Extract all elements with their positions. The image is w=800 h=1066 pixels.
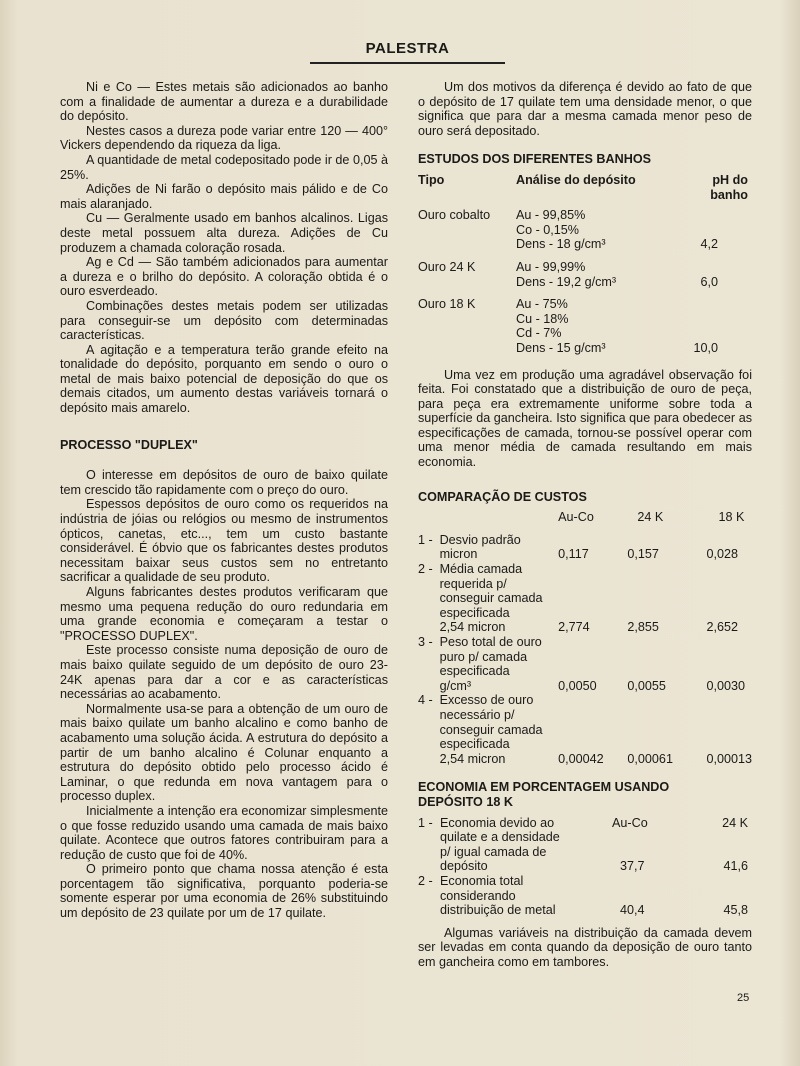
cell-value: 0,0050 [558,678,597,693]
cell-value: 37,7 [620,859,645,874]
table-row [418,874,752,918]
label-line: especificada [439,605,510,620]
table-row [418,297,748,355]
row-label [440,874,612,918]
paragraph: Este processo consiste numa deposição de ouro de mais baixo quilate seguido de um depósito de ouro 23-24K apenas para dar a cor e as características necessárias ao acabamento. [60,643,388,702]
label-line: Desvio padrão [439,532,521,547]
row-label [440,816,612,874]
label-line: quilate e a densidade [440,830,560,845]
analise-line: Dens - 19,2 g/cm³ [516,274,617,289]
paragraph: A agitação e a temperatura terão grande efeito na tonalidade do depósito, porquanto em sendo o ouro o metal de mais baixo potencial de deposição do que os demais citados, um aumento destas variáveis tornará o depósito mais amarelo. [60,342,388,416]
table-row [418,208,748,252]
row-label [440,635,559,693]
row-number: 1 - [418,815,433,830]
economia-table [418,816,752,918]
paragraph: Inicialmente a intenção era economizar simplesmente o que fosse reduzido usando uma camada de mais baixo quilate. Acontece que outros fatores contribuiram para a redução de custo que foi de 40%. [60,803,388,862]
cell-value: 2,855 [627,620,659,635]
row-number: 3 - [418,635,433,649]
label-line: puro p/ camada [439,649,528,664]
section-title: PALESTRA [365,40,450,57]
custos-heading: COMPARAÇÃO DE CUSTOS [418,489,587,504]
paragraph: Ni e Co — Estes metais são adicionados ao banho com a finalidade de aumentar a dureza e a durabilidade do depósito. [60,80,388,124]
cell-analise [516,297,674,355]
value-cell [612,816,692,874]
label-line: especificada [439,664,510,679]
paragraph: O primeiro ponto que chama nossa atenção é esta porcentagem tão significativa, porquanto poderia-se somente esperar por uma economia de 26% substituindo um depósito de 23 quilate por um de 17 quilate. [60,862,388,921]
cell-ph: 4,2 [700,237,718,252]
column-header: 24 K [637,510,664,525]
column-header: Au-Co [612,815,648,830]
paragraph: Cu — Geralmente usado em banhos alcalinos. Ligas deste metal possuem alta dureza. Adições de Cu produzem a chamada coloração rosada. [60,211,388,255]
cell-value: 0,028 [706,547,738,562]
analise-line: Cu - 18% [516,311,569,326]
paragraph: Alguns fabricantes destes produtos verificaram que mesmo uma pequena redução do ouro redundaria em uma grande economia e começaram a testar o "PROCESSO DUPLEX". [60,585,388,643]
paragraph: Um dos motivos da diferença é devido ao fato de que o depósito de 17 quilate tem uma densidade menor, o que significa que para dar a mesma camada menor peso de ouro será depositado. [418,80,752,138]
economia-heading: ECONOMIA EM PORCENTAGEM USANDO DEPÓSITO 18 K [418,780,670,809]
right-column [418,80,752,969]
header-rule [310,62,505,64]
analise-line: Au - 99,99% [516,259,586,274]
row-label [440,525,559,562]
banhos-table [418,173,748,356]
paragraph: A quantidade de metal codepositado pode ir de 0,05 à 25%. [60,152,388,182]
analise-line: Cd - 7% [516,326,562,341]
column-header: pH do banho [710,172,748,202]
section-header [310,40,505,57]
table-row [418,635,752,693]
table-row [418,562,752,635]
label-line: 2,54 micron [439,751,506,766]
value-cell [692,816,752,874]
paragraph: Normalmente usa-se para a obtenção de um ouro de mais baixo quilate um banho alcalino e como banho de acabamento uma solução ácida. A estrutura do depósito a partir de um banho alcalino é Colunar enquanto a estrutura do depósito obtido pelo processo ácido é Laminar, o que redunda em nova vantagem para o processo duplex. [60,701,388,804]
column-header: Au-Co [558,510,594,525]
label-line: g/cm³ [439,678,472,693]
cell-ph: 10,0 [693,340,718,355]
row-label [440,693,559,766]
label-line: especificada [439,737,510,752]
cell-value: 0,117 [558,547,589,562]
cell-value: 40,4 [620,903,645,918]
cell-tipo: Ouro 24 K [418,259,476,274]
analise-line: Dens - 18 g/cm³ [516,237,606,252]
cell-value: 0,157 [627,547,659,562]
paragraph: Uma vez em produção uma agradável observação foi feita. Foi constatado que a distribuição de ouro de peça, para peça era extremamente uniforme sobre toda a superfície da gancheira. Isto significa que para obedecer as especificações de camada, tornou-se possível operar com uma menor média de camada resultando em mais economia. [418,367,752,470]
cell-tipo: Ouro cobalto [418,208,491,223]
table-row [418,816,752,874]
cell-value: 2,774 [558,620,590,635]
left-column [60,80,388,921]
label-line: conseguir camada [439,722,543,737]
analise-line: Co - 0,15% [516,222,579,237]
column-header: 18 K [718,510,745,525]
column-header: 24 K [722,815,748,830]
row-number: 2 - [418,562,433,577]
cell-value: 0,0055 [627,678,666,693]
label-line: conseguir camada [439,591,543,606]
analise-line: Dens - 15 g/cm³ [516,340,606,355]
cell-value: 0,0030 [706,678,745,693]
row-number: 1 - [418,532,433,547]
column-header: Análise do depósito [516,172,636,187]
label-line: Média camada [439,562,523,577]
row-number: 4 - [418,693,433,708]
column-header: Tipo [418,172,445,187]
paragraph: Nestes casos a dureza pode variar entre 120 — 400° Vickers dependendo da riqueza da liga. [60,123,388,153]
label-line: considerando [440,888,516,903]
duplex-heading: PROCESSO "DUPLEX" [60,437,198,452]
cell-value: 41,6 [723,859,748,874]
analise-line: Au - 75% [516,297,568,312]
cell-analise [516,208,674,252]
row-label [440,562,559,635]
paragraph: O interesse em depósitos de ouro de baixo quilate tem crescido tão rapidamente com o preço do ouro. [60,468,388,497]
table-row [418,693,752,766]
label-line: micron [439,547,478,562]
paragraph: Adições de Ni farão o depósito mais pálido e de Co mais alaranjado. [60,182,388,211]
label-line: Excesso de ouro [439,693,534,708]
paragraph: Espessos depósitos de ouro como os requeridos na indústria de jóias ou relógios ou mesmo de instrumentos ópticos, canetas, etc..., tem um custo bastante considerável. É óbvio que os fabricantes destes produtos necessitam baixar seus custos sem no entretanto sacrificar a qualidade de seu produto. [60,497,388,585]
cell-tipo: Ouro 18 K [418,297,476,312]
row-number: 2 - [418,873,433,888]
cell-value: 2,652 [706,620,738,635]
analise-line: Au - 99,85% [516,208,586,223]
label-line: 2,54 micron [439,620,506,635]
label-line: depósito [440,859,488,874]
cell-ph: 6,0 [700,274,718,289]
paragraph: Combinações destes metais podem ser utilizadas para conseguir-se um depósito com determinadas características. [60,298,388,343]
label-line: requerida p/ [439,576,507,591]
table-row [418,260,748,289]
cell-value: 0,00013 [706,751,752,766]
paragraph: Algumas variáveis na distribuição da camada devem ser levadas em conta quando da deposição de ouro tanto em gancheira como em tambores. [418,925,752,969]
paragraph: Ag e Cd — São também adicionados para aumentar a dureza e o brilho do depósito. A coloração obtida é o ouro esverdeado. [60,255,388,299]
custos-table [418,510,752,766]
page-number: 25 [737,992,750,1004]
label-line: p/ igual camada de [440,844,547,859]
table-row [418,525,752,562]
label-line: Economia devido ao [440,815,555,830]
cell-value: 45,8 [723,903,748,918]
label-line: distribuição de metal [440,903,556,918]
banhos-heading: ESTUDOS DOS DIFERENTES BANHOS [418,152,652,167]
label-line: necessário p/ [439,707,515,722]
cell-value: 0,00061 [627,751,673,766]
cell-value: 0,00042 [558,751,604,766]
label-line: Peso total de ouro [439,635,542,649]
cell-analise [516,260,674,289]
label-line: Economia total [440,873,524,888]
